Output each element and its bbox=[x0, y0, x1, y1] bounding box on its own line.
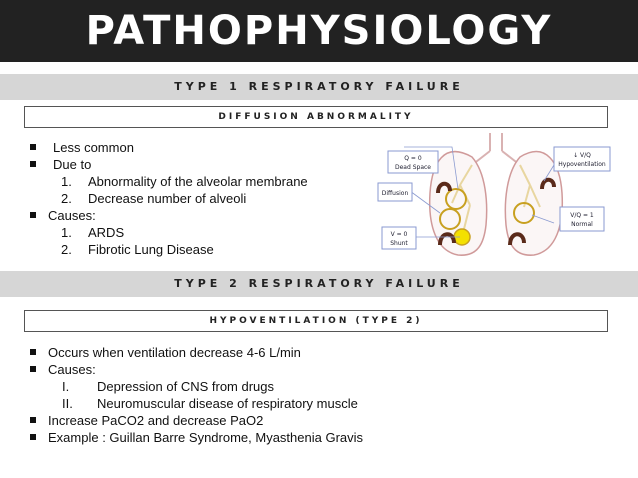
svg-text:V = 0: V = 0 bbox=[390, 231, 408, 238]
svg-text:Shunt: Shunt bbox=[390, 240, 408, 247]
bullet-icon bbox=[30, 349, 36, 355]
title-bar bbox=[0, 0, 638, 62]
svg-text:↓ V/Q: ↓ V/Q bbox=[573, 152, 591, 159]
bullet-icon bbox=[30, 144, 36, 150]
type1-band: TYPE 1 RESPIRATORY FAILURE bbox=[0, 74, 638, 100]
bullet-icon bbox=[30, 161, 36, 167]
bullet-icon bbox=[30, 417, 36, 423]
type2-subheading: HYPOVENTILATION (TYPE 2) bbox=[24, 310, 608, 332]
svg-text:Hypoventilation: Hypoventilation bbox=[558, 161, 606, 168]
svg-text:Normal: Normal bbox=[571, 221, 593, 228]
bullet-icon bbox=[30, 212, 36, 218]
svg-text:Dead Space: Dead Space bbox=[395, 164, 431, 171]
svg-text:Diffusion: Diffusion bbox=[381, 190, 409, 197]
type1-subheading: DIFFUSION ABNORMALITY bbox=[24, 106, 608, 128]
type2-band: TYPE 2 RESPIRATORY FAILURE bbox=[0, 271, 638, 297]
svg-text:V/Q = 1: V/Q = 1 bbox=[570, 212, 594, 219]
slide-title: PATHOPHYSIOLOGY bbox=[85, 8, 553, 54]
vq-lung-diagram bbox=[374, 133, 612, 259]
bullet-icon bbox=[30, 434, 36, 440]
svg-text:Q = 0: Q = 0 bbox=[404, 155, 422, 162]
bullet-icon bbox=[30, 366, 36, 372]
